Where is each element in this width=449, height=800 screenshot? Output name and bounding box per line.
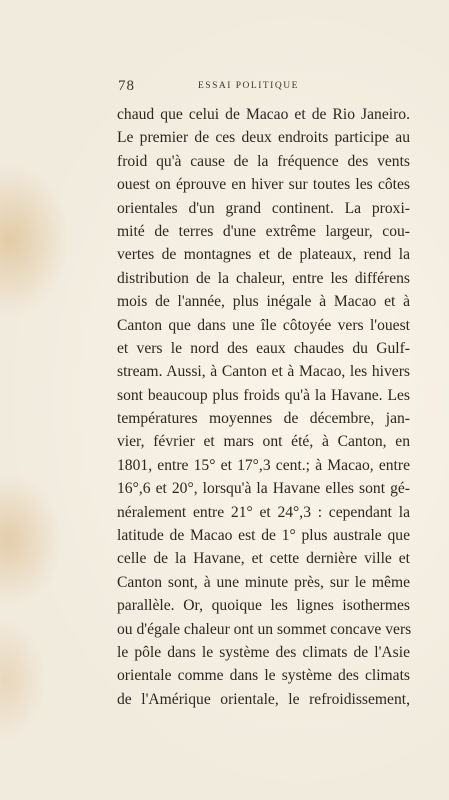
text-line: températures moyennes de décembre, jan- xyxy=(117,410,410,428)
text-line: stream. Aussi, à Canton et à Macao, les hivers xyxy=(117,363,410,381)
text-line: distribution de la chaleur, entre les différens xyxy=(117,269,410,287)
text-line: parallèle. Or, quoique les lignes isothermes xyxy=(117,597,410,615)
text-line: Canton sont, à une minute près, sur le même xyxy=(117,573,410,591)
page-number: 78 xyxy=(118,78,135,94)
text-line: néralement entre 21° et 24°,3 : cependant la xyxy=(117,503,410,521)
text-line: ou d'égale chaleur ont un sommet concave vers xyxy=(117,620,412,638)
text-line: celle de la Havane, et cette dernière ville et xyxy=(117,550,410,568)
running-head: ESSAI POLITIQUE xyxy=(198,81,299,91)
text-line: 16°,6 et 20°, lorsqu'à la Havane elles sont gé- xyxy=(117,480,410,498)
text-line: sont beaucoup plus froids qu'à la Havane. Les xyxy=(117,386,410,404)
text-line: de l'Amérique orientale, le refroidissement, xyxy=(117,690,410,708)
text-line: vier, février et mars ont été, à Canton, en xyxy=(117,433,410,451)
text-line: 1801, entre 15° et 17°,3 cent.; à Macao, entre xyxy=(117,456,410,474)
page-header xyxy=(118,78,408,96)
text-line: mois de l'année, plus inégale à Macao et à xyxy=(117,293,410,311)
text-line: le pôle dans le système des climats de l'Asie xyxy=(117,643,410,661)
text-line: froid qu'à cause de la fréquence des vents xyxy=(117,152,410,170)
text-line: orientales d'un grand continent. La proxi- xyxy=(117,199,410,217)
text-line: et vers le nord des eaux chaudes du Gulf- xyxy=(117,339,410,357)
text-line: vertes de montagnes et de plateaux, rend la xyxy=(117,246,410,264)
text-line: Canton que dans une île côtoyée vers l'ouest xyxy=(117,316,410,334)
text-line: ouest on éprouve en hiver sur toutes les côtes xyxy=(117,176,410,194)
text-line: Le premier de ces deux endroits participe au xyxy=(117,129,410,147)
text-line: orientale comme dans le système des climats xyxy=(117,667,410,685)
text-line: chaud que celui de Macao et de Rio Janeiro. xyxy=(117,106,410,123)
body-text xyxy=(117,103,410,711)
text-line: latitude de Macao est de 1° plus australe que xyxy=(117,527,410,545)
text-line: mité de terres d'une extrême largeur, cou- xyxy=(117,222,410,240)
